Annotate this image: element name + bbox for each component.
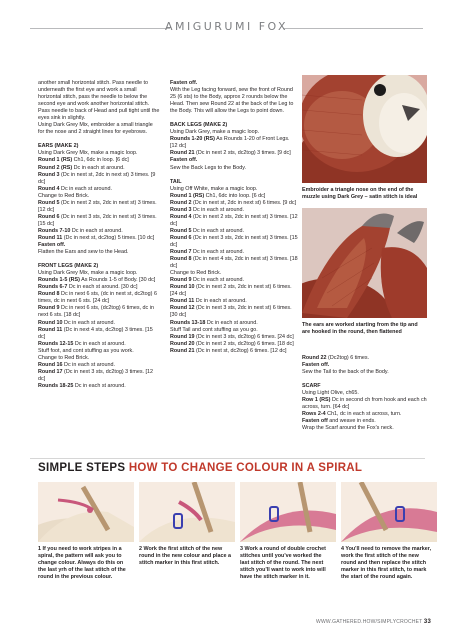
page-footer (316, 619, 431, 625)
instruction-line (170, 200, 298, 207)
instruction-label: Round 3 (170, 206, 192, 213)
instruction-line (38, 200, 160, 214)
instruction-line (38, 348, 160, 355)
instruction-text: (Dc in next 3 sts, dc2tog) 6 times. [24 dc] (194, 333, 294, 340)
step-2-photo (139, 482, 235, 542)
instruction-text: Dc in each st around. (191, 277, 245, 284)
instruction-label: Fasten off. (170, 157, 198, 164)
instruction-label: Rounds 12-15 (38, 340, 74, 347)
footer-url: WWW.GATHERED.HOW/SIMPLYCROCHET (316, 619, 423, 625)
instruction-text: Sew the Tail to the back of the Body. (302, 369, 389, 376)
instruction-label: Rounds 1-20 (RS) (170, 136, 215, 143)
instruction-line (302, 411, 427, 418)
instruction-line (38, 235, 160, 242)
instruction-label: Round 7 (170, 249, 192, 256)
instruction-line (170, 193, 298, 200)
instruction-text: Dc in each st around. (191, 227, 245, 234)
instruction-label: Round 11 (38, 234, 63, 241)
instruction-label: Round 8 (170, 256, 192, 263)
scarf-instructions (302, 390, 427, 432)
instruction-label: Fasten off. (170, 80, 198, 86)
instruction-text: Wrap the Scarf around the Fox's neck. (302, 425, 394, 432)
instruction-text: (Dc in next 2 sts, 2dc in next st) 3 times. [12 dc] (170, 213, 298, 227)
instruction-line (170, 235, 298, 249)
instruction-line (38, 270, 160, 277)
tail-heading: TAIL (170, 178, 182, 185)
step-1-photo (38, 482, 134, 542)
instruction-line (38, 369, 160, 383)
back-legs-heading: BACK LEGS (MAKE 2) (170, 122, 228, 129)
intro-text: another small horizontal stitch. Pass needle to underneath the first eye and work a small horizontal stitch, pass the needle to below the second eye and work another horizontal stitch. Pass needle to back of Head and pull tight until the eyes sink in slightly. (38, 80, 160, 122)
instruction-line (170, 320, 298, 327)
instruction-text: Dc in each st around. (72, 164, 125, 171)
instruction-line (38, 157, 160, 164)
instruction-line (170, 157, 298, 164)
instruction-line (302, 418, 427, 425)
instruction-line (170, 186, 298, 193)
instruction-label: Round 8 (38, 291, 60, 298)
instruction-line (38, 165, 160, 172)
instruction-label: Round 11 (38, 326, 63, 333)
steps-title-topic: HOW TO CHANGE COLOUR IN A SPIRAL (128, 462, 363, 474)
instruction-text: Using Off White, make a magic loop. (170, 185, 258, 192)
instruction-label: Round 17 (38, 368, 63, 375)
instruction-text: As Rounds 1-20 of Front Legs. [12 dc] (170, 136, 290, 150)
instruction-label: Rounds 13-18 (170, 319, 206, 326)
instruction-text: Flatten the Ears and sew to the Head. (38, 249, 129, 256)
tail-instructions (170, 186, 298, 355)
photo-caption-ears: The ears are worked starting from the tip and are hooked in the round, then flattened (302, 322, 418, 335)
instruction-label: Round 1 (RS) (170, 192, 205, 199)
instruction-line (170, 129, 298, 136)
instruction-line (38, 320, 160, 327)
instruction-text: (Dc in next st, 2dc in next st) 3 times. [9 dc] (38, 171, 156, 185)
instruction-text: Dc in next 6 sts, (dc2tog) 6 times, dc in next 6 sts. [18 dc] (38, 305, 154, 319)
instruction-text: Ch1, dc in each st across, turn. (325, 411, 402, 418)
instruction-label: Round 1 (RS) (38, 157, 73, 164)
instruction-line (170, 277, 298, 284)
instruction-text: Using Dark Grey Mix, make a magic loop. (38, 270, 138, 277)
instruction-text: Ch1, 6dc into loop. [6 dc] (204, 192, 266, 199)
instruction-line (38, 291, 160, 305)
instruction-line (38, 383, 160, 390)
steps-title (38, 462, 362, 474)
instruction-line (38, 341, 160, 348)
instruction-text: Using Dark Grey Mix, make a magic loop. (38, 150, 138, 157)
instruction-line (170, 80, 298, 87)
instruction-line (38, 193, 160, 200)
instruction-line (38, 277, 160, 284)
header-title: AMIGURUMI FOX (164, 20, 289, 33)
scarf-heading: SCARF (302, 383, 321, 390)
instruction-label: Round 2 (170, 199, 192, 206)
tail-finish-instructions (302, 355, 427, 376)
instruction-text: Dc in each st around. (62, 361, 116, 368)
instruction-line (170, 341, 298, 348)
steps-title-label: SIMPLE STEPS (38, 462, 126, 474)
instruction-text: (Dc in next 2 sts, 2dc in next st) 6 times. [24 dc] (170, 284, 292, 298)
instruction-text: (Dc in next 2 sts, dc2tog) 6 times. [18 dc] (194, 340, 294, 347)
column-3 (302, 355, 427, 432)
intro-text-2: Using Dark Grey Mix, embroider a small triangle for the nose and 2 straight lines for eyebrows. (38, 122, 153, 136)
instruction-text: Dc in each st around. [30 dc] (67, 284, 138, 291)
instruction-line (38, 186, 160, 193)
instruction-text: Change to Red Brick. (38, 192, 90, 199)
instruction-text: Dc in each st around. (70, 227, 123, 234)
instruction-label: Rows 2-4 (302, 411, 326, 418)
instruction-label: Round 21 (170, 150, 195, 157)
photo-caption-nose: Embroider a triangle nose on the end of the muzzle using Dark Grey – satin stitch is ideal (302, 187, 418, 200)
instruction-text: (Dc in next 3 sts, 2dc in next st) 3 times. [15 dc] (170, 234, 298, 248)
instruction-label: Round 16 (38, 361, 63, 368)
instruction-text: (Dc in next 4 sts, 2dc in next st) 3 times. [18 dc] (170, 256, 298, 270)
instruction-label: Row 1 (RS) (302, 397, 331, 404)
instruction-line (38, 228, 160, 235)
instruction-line (170, 284, 298, 298)
instruction-line (38, 172, 160, 186)
instruction-label: Round 9 (170, 277, 192, 284)
instruction-line (170, 256, 298, 270)
instruction-label: Fasten off (302, 418, 328, 425)
instruction-text: Dc in each st around. (62, 319, 116, 326)
instruction-text: Stuff Tail and cont stuffing as you go. (170, 326, 258, 333)
front-legs-instructions (38, 270, 160, 390)
step-3-photo (240, 482, 336, 542)
instruction-line (170, 207, 298, 214)
instruction-line (38, 362, 160, 369)
instruction-line (170, 348, 298, 355)
instruction-text: (Dc in next st, dc2tog) 5 times. [10 dc] (62, 234, 155, 241)
instruction-label: Round 2 (RS) (38, 164, 73, 171)
instruction-label: Round 22 (302, 355, 327, 361)
instruction-line (170, 249, 298, 256)
instruction-line (38, 305, 160, 319)
instruction-text: Dc in each st around. (73, 382, 126, 389)
instruction-text: (Dc in next st, 2dc in next st) 6 times. [9 dc] (191, 199, 297, 206)
instruction-text: Using Light Olive, ch65. (302, 390, 359, 397)
instruction-line (170, 228, 298, 235)
back-legs-instructions (170, 129, 298, 171)
instruction-text: Sew the Back Legs to the Body. (170, 164, 247, 171)
instruction-line (38, 150, 160, 157)
instruction-line (170, 270, 298, 277)
page-number: 33 (423, 619, 431, 625)
instruction-label: Rounds 7-10 (38, 227, 71, 234)
instruction-text: As Rounds 1-5 of Body. [30 dc] (79, 277, 156, 284)
front-legs-heading: FRONT LEGS (MAKE 2) (38, 263, 99, 270)
instruction-text: Ch1, 6dc in loop. [6 dc] (72, 157, 129, 164)
instruction-line (170, 305, 298, 319)
instruction-label: Rounds 6-7 (38, 284, 68, 291)
instruction-label: Round 9 (38, 305, 60, 312)
step-4-text: 4 You'll need to remove the marker, work the first stitch of the new round and then replace the stitch marker in this first stitch, to mark the start of the round again. (341, 546, 432, 581)
instruction-line (38, 355, 160, 362)
step-2-text: 2 Work the first stitch of the new round in the new colour and place a stitch marker in this first stitch. (139, 546, 231, 567)
instruction-text: Using Dark Grey, make a magic loop. (170, 129, 260, 136)
instruction-line (38, 242, 160, 249)
instruction-label: Round 20 (170, 340, 195, 347)
instruction-line (302, 362, 427, 369)
instruction-label: Fasten off. (38, 242, 66, 249)
fox-face-photo (302, 75, 427, 183)
step-1-text: 1 If you need to work stripes in a spiral, the pattern will ask you to change colour. Always do this on the last yrh of the last stitch of the round in the previous colour. (38, 546, 126, 581)
instruction-line (302, 355, 427, 362)
instruction-text: Dc in each st around. (191, 206, 245, 213)
section-divider (30, 458, 425, 459)
instruction-line (302, 369, 427, 376)
instruction-text: Dc in each st around. (194, 298, 247, 305)
instruction-label: Round 6 (38, 213, 60, 220)
instruction-text: (Dc2tog) 6 times. (326, 355, 370, 361)
instruction-label: Round 21 (170, 347, 195, 354)
instruction-line (170, 214, 298, 228)
column-1 (38, 80, 160, 390)
instruction-label: Round 5 (38, 199, 60, 206)
instruction-label: Round 12 (170, 305, 195, 312)
instruction-text: Stuff foot, and cont stuffing as you work. (38, 347, 134, 354)
instruction-text: With the Leg facing forward, sew the front of Round 25 (6 sts) to the Body, approx 2 rounds below the Head. Then sew Round 22 at the back of the Leg to the Body. This will allow the Legs to point down. (170, 87, 294, 115)
instruction-line (170, 87, 298, 115)
step-3-text: 3 Work a round of double crochet stitches until you've worked the last stitch of the round. The next stitch you'll want to work into will have the stitch marker in it. (240, 546, 326, 581)
instruction-text: Change to Red Brick. (170, 270, 222, 277)
instruction-line (302, 397, 427, 411)
ears-heading: EARS (MAKE 2) (38, 143, 79, 150)
instruction-line (170, 165, 298, 172)
instruction-text: Dc in next 6 sts, (dc in next st, dc2tog) 6 times, dc in next 6 sts. [24 dc] (38, 291, 157, 305)
instruction-text: (Dc in next 3 sts, 2dc in next st) 3 times. [15 dc] (38, 213, 157, 227)
instruction-label: Round 11 (170, 298, 195, 305)
instruction-line (38, 214, 160, 228)
instruction-text: Change to Red Brick. (38, 354, 90, 361)
instruction-label: Rounds 18-25 (38, 382, 74, 389)
instruction-text: and weave in ends. (327, 418, 376, 425)
column-2 (170, 80, 298, 355)
ears-instructions (38, 150, 160, 256)
instruction-text: Dc in each st around. (73, 340, 126, 347)
instruction-line (302, 425, 427, 432)
instruction-line (38, 249, 160, 256)
instruction-line (38, 284, 160, 291)
instruction-line (170, 298, 298, 305)
step-4-photo (341, 482, 437, 542)
instruction-text: (Dc in next 2 sts, dc2tog) 3 times. [9 dc] (194, 150, 291, 157)
instruction-line (170, 136, 298, 150)
instruction-text: (Dc in next 4 sts, dc2tog) 3 times. [15 dc] (38, 326, 153, 340)
instruction-text: Dc in second ch from hook and each ch across, turn. [64 dc] (302, 397, 427, 411)
instruction-label: Rounds 1-5 (RS) (38, 277, 80, 284)
instruction-line (170, 327, 298, 334)
instruction-label: Fasten off. (302, 362, 330, 369)
instruction-label: Round 4 (38, 185, 60, 192)
instruction-label: Round 10 (170, 284, 195, 291)
instruction-line (170, 334, 298, 341)
instruction-text: Dc in each st around. (205, 319, 258, 326)
instruction-text: Dc in each st around. (191, 249, 245, 256)
instruction-label: Round 6 (170, 234, 192, 241)
instruction-line (302, 390, 427, 397)
instruction-line (170, 150, 298, 157)
instruction-text: (Dc in next 3 sts, dc2tog) 3 times. [12 dc] (38, 368, 154, 382)
fasten-off-instructions (170, 80, 298, 115)
instruction-label: Round 5 (170, 227, 192, 234)
fox-ears-photo (302, 208, 427, 318)
instruction-text: (Dc in next 2 sts, 2dc in next st) 3 times. [12 dc] (38, 199, 157, 213)
instruction-text: (Dc in next 3 sts, 2dc in next st) 6 times. [30 dc] (170, 305, 292, 319)
instruction-label: Round 10 (38, 319, 63, 326)
instruction-text: Dc in each st around. (59, 185, 113, 192)
instruction-line (38, 327, 160, 341)
instruction-text: (Dc in next st, dc2tog) 6 times. [12 dc] (194, 347, 287, 354)
instruction-label: Round 19 (170, 333, 195, 340)
instruction-label: Round 4 (170, 213, 192, 220)
instruction-label: Round 3 (38, 171, 60, 178)
